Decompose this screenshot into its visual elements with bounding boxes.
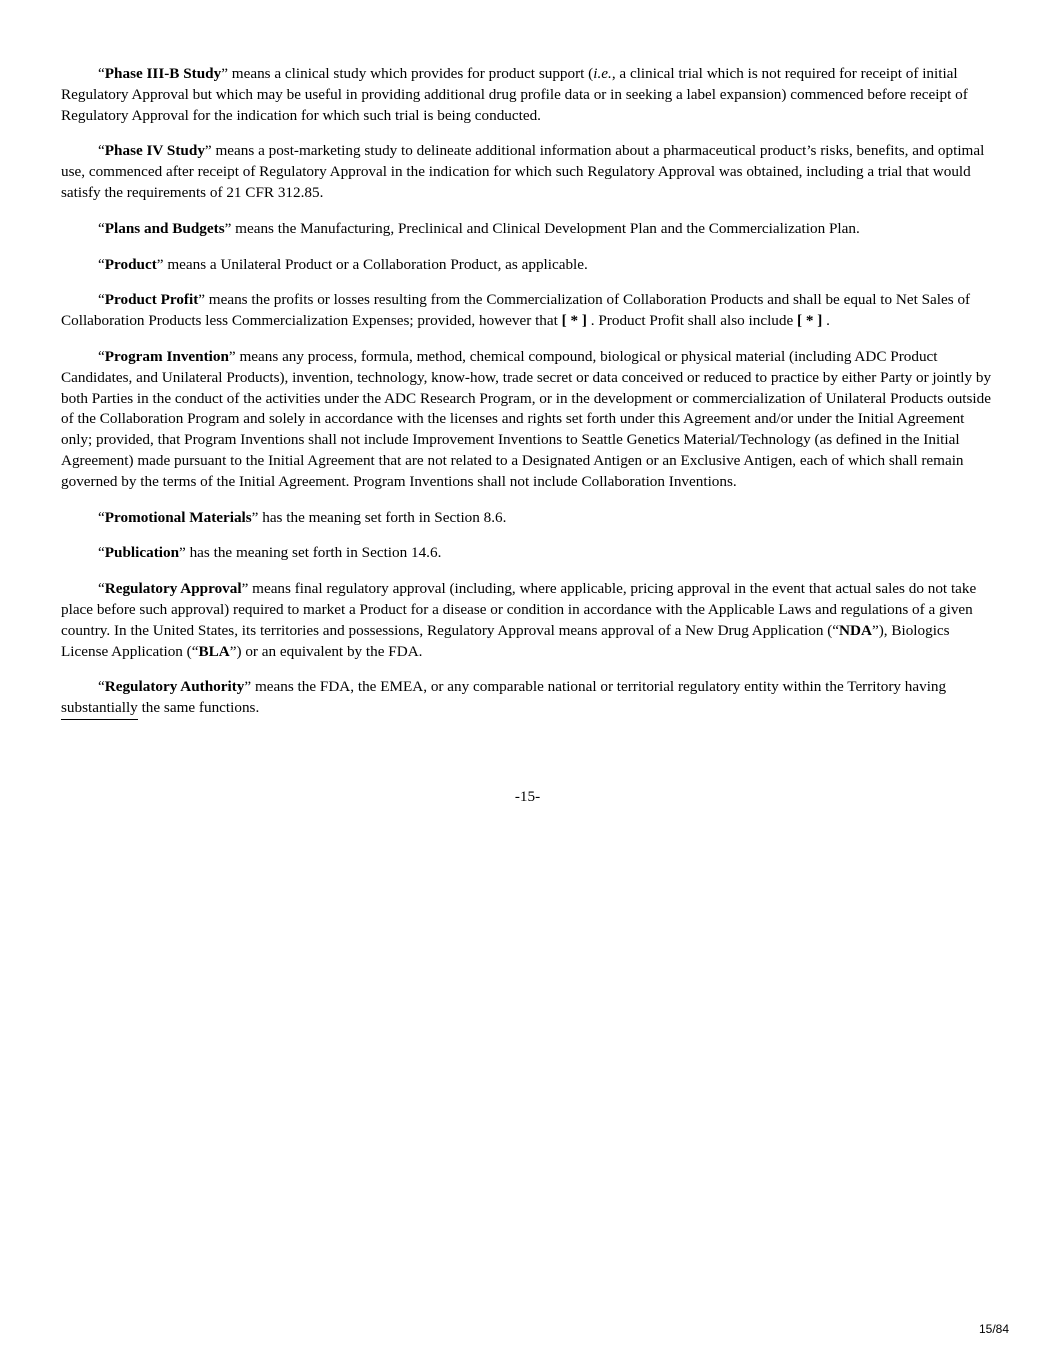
definition-text: . [822,312,830,330]
document-body [61,64,996,720]
close-quote: ” [224,219,232,237]
open-quote: “ [98,508,105,526]
open-quote: “ [98,544,105,562]
definition-plans-and-budgets [61,219,996,240]
page-counter: 15/84 [978,1322,1009,1336]
close-quote: ” [198,291,205,309]
close-quote: ” [156,255,164,273]
close-quote: ” [228,347,236,365]
definition-text: means the profits or losses resulting from the Commercialization of Collaboration Products and shall be equal to Net Sales of Collaboration Products less Commercialization Expenses; provided, however that [61,291,971,330]
open-quote: “ [98,65,105,82]
definition-text: has the meaning set forth in Section 14.6. [185,544,442,562]
open-quote: “ [98,219,105,237]
defined-term: Product Profit [104,291,199,309]
definition-text: has the meaning set forth in Section 8.6. [258,508,507,526]
defined-term: Phase IV Study [104,142,205,160]
abbreviation: BLA [198,642,230,660]
definition-program-invention [61,347,996,493]
defined-term: Promotional Materials [104,508,252,526]
definition-phase-iii-b-study [61,64,996,126]
open-quote: “ [98,580,105,598]
defined-term: Regulatory Authority [104,678,245,696]
defined-term: Publication [104,544,180,562]
definition-text: means a clinical study which provides for product support ( [227,65,594,82]
close-quote: ” [251,508,259,526]
definition-text: means the Manufacturing, Preclinical and Clinical Development Plan and the Commercialization Plan. [231,219,860,237]
definition-regulatory-authority [61,677,996,719]
defined-term: Program Invention [104,347,229,365]
close-quote: ” [204,142,212,160]
open-quote: “ [98,291,105,309]
definition-product-profit [61,290,996,332]
defined-term: Product [104,255,157,273]
redaction-marker: [ * ] [561,312,587,330]
definition-text: ”) or an equivalent by the FDA. [229,642,423,660]
close-quote: ” [241,580,249,598]
definition-text: . Product Profit shall also include [586,312,798,330]
open-quote: “ [98,347,105,365]
definition-publication [61,543,996,564]
close-quote: ” [221,65,228,82]
defined-term: Phase III-B Study [104,65,222,82]
footnote-divider [61,719,138,720]
defined-term: Regulatory Approval [104,580,242,598]
defined-term: Plans and Budgets [104,219,225,237]
open-quote: “ [98,142,105,160]
definition-product [61,255,996,276]
definition-text: means any process, formula, method, chemical compound, biological or physical material (including ADC Product Candidates, and Unilateral Products), invention, technology, know-how, trade secret or data conceived or reduced to practice by either Party or jointly by both Parties in the conduct of the activities under the ADC Research Program, or in the development or commercialization of Unilateral Products outside of the Collaboration Program and solely in accordance with the licenses and rights set forth under this Agreement and/or under the Initial Agreement only; provided, that Program Inventions shall not include Improvement Inventions to Seattle Genetics Material/Technology (as defined in the Initial Agreement) made pursuant to the Initial Agreement that are not related to a Designated Antigen or an Exclusive Antigen, each of which shall remain governed by the terms of the Initial Agreement. Program Inventions shall not include Collaboration Inventions. [61,347,992,490]
definition-text: means final regulatory approval (including, where applicable, pricing approval in the event that actual sales do not take place before such approval) required to market a Product for a disease or condition in accordance with the Applicable Laws and regulations of a given country. In the United States, its territories and possessions, Regulatory Approval means approval of a New Drug Application (“ [61,580,977,639]
redaction-marker: [ * ] [797,312,823,330]
abbreviation: NDA [839,621,872,639]
definition-text: means the FDA, the EMEA, or any comparable national or territorial regulatory entity within the Territory having substantially the same functions. [61,678,947,717]
definition-text: ”), Biologics License Application (“ [61,621,950,660]
definition-text: means a post-marketing study to delineate additional information about a pharmaceutical product’s risks, benefits, and optimal use, commenced after receipt of Regulatory Approval in the indication for which such Regulatory Approval was obtained, including a trial that would satisfy the requirements of 21 CFR 312.85. [61,142,985,201]
definition-text: , a clinical trial which is not required for receipt of initial Regulatory Approval but which may be useful in providing additional drug profile data or in seeking a label expansion) commenced before receipt of Regulatory Approval for the indication for which such trial is being conducted. [61,65,968,124]
open-quote: “ [98,678,105,696]
definition-promotional-materials [61,508,996,529]
definition-text: means a Unilateral Product or a Collaboration Product, as applicable. [163,255,588,273]
definition-regulatory-approval [61,579,996,662]
open-quote: “ [98,255,105,273]
definition-phase-iv-study [61,141,996,203]
page-number: -15- [514,788,541,805]
close-quote: ” [179,544,186,562]
close-quote: ” [244,678,252,696]
italic-text: i.e. [593,65,612,82]
